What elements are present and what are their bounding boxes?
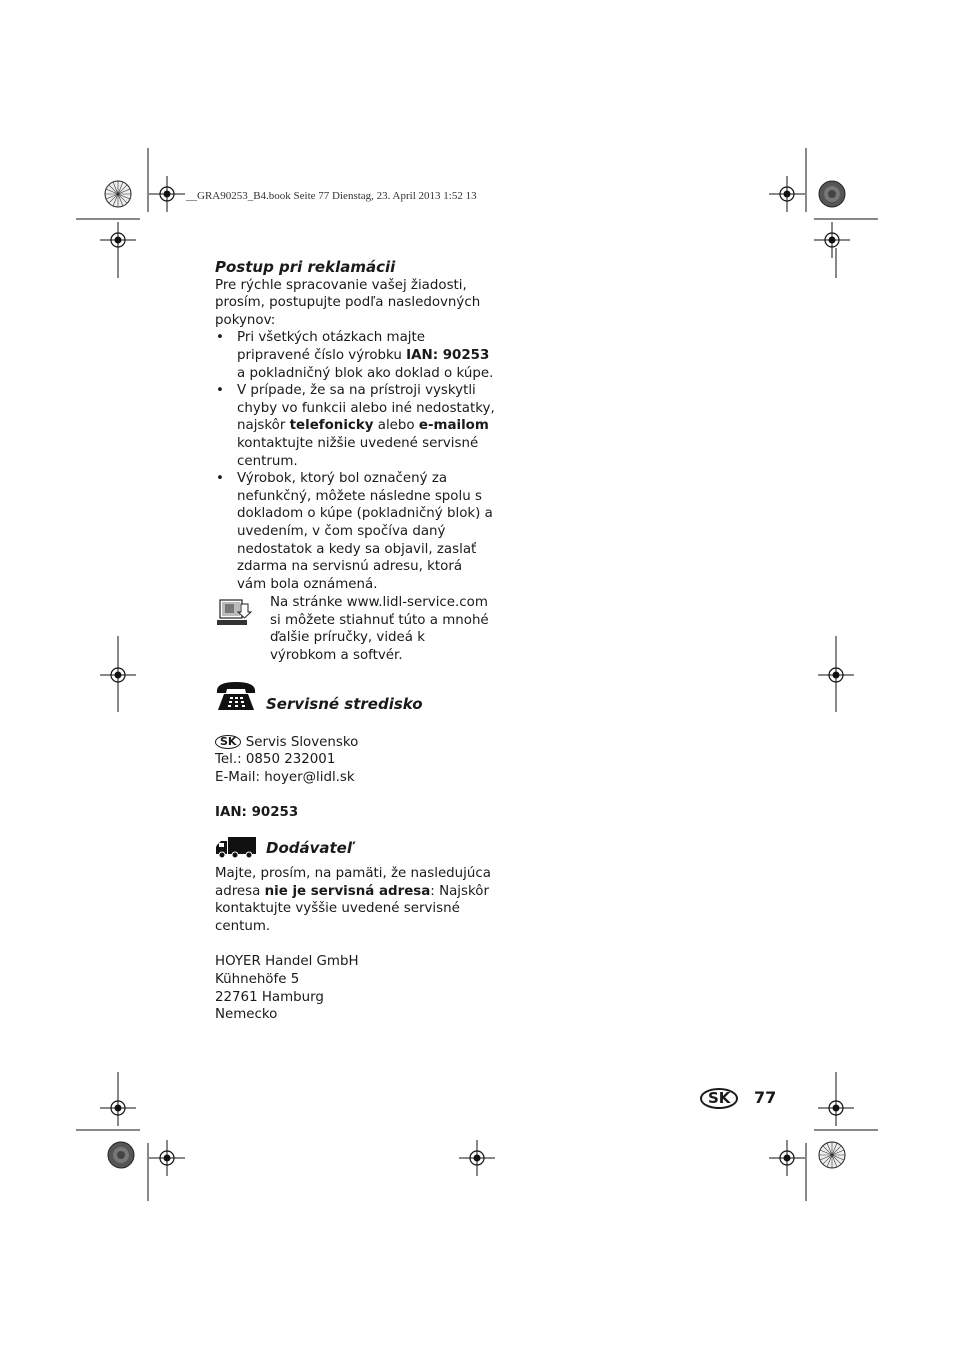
list-item: • V prípade, že sa na prístroji vyskytli chyby vo funkcii alebo iné nedostatky, najskôr telefonicky alebo e-mailom kontaktujte nižšie uvedené servisné centrum. bbox=[215, 382, 495, 470]
computer-download-icon bbox=[217, 598, 253, 628]
service-tel: Tel.: 0850 232001 bbox=[215, 752, 336, 768]
supplier-heading-row bbox=[215, 837, 495, 865]
country-badge: SK bbox=[215, 735, 241, 749]
main-content bbox=[215, 259, 495, 1024]
service-name-line: SK Servis Slovensko bbox=[215, 734, 495, 752]
supplier-company: HOYER Handel GmbH bbox=[215, 954, 359, 970]
list-item: • Pri všetkých otázkach majte pripravené číslo výrobku IAN: 90253 a pokladničný blok ako doklad o kúpe. bbox=[215, 329, 495, 382]
complaints-heading: Postup pri reklamácii bbox=[215, 258, 396, 276]
telephone-icon bbox=[215, 680, 257, 713]
list-item: • Výrobok, ktorý bol označený za nefunkčný, môžete následne spolu s dokladom o kúpe (pokladničný blok) a uvedením, v čom spočíva daný nedostatok a kedy sa objavil, zaslať zdarma na servisnú adresu, ktorá vám bola oznámená. bbox=[215, 470, 495, 593]
web-note: Na stránke www.lidl-service.com si môžete stiahnuť túto a mnohé ďalšie príručky, videá k výrobkom a softvér. bbox=[215, 594, 495, 664]
complaints-list bbox=[215, 329, 495, 593]
footer-language-badge: SK bbox=[700, 1088, 738, 1109]
page-number: 77 bbox=[754, 1088, 777, 1107]
supplier-heading: Dodávateľ bbox=[266, 839, 353, 858]
print-slug: __GRA90253_B4.book Seite 77 Dienstag, 23. April 2013 1:52 13 bbox=[186, 190, 477, 202]
truck-icon bbox=[215, 836, 257, 860]
supplier-country: Nemecko bbox=[215, 1007, 278, 1023]
service-ian: IAN: 90253 bbox=[215, 805, 299, 821]
supplier-note: Majte, prosím, na pamäti, že nasledujúca adresa nie je servisná adresa: Najskôr kontaktujte vyššie uvedené servisné centum. bbox=[215, 866, 491, 934]
service-email: E-Mail: hoyer@lidl.sk bbox=[215, 769, 355, 785]
service-heading: Servisné stredisko bbox=[266, 694, 423, 713]
complaints-intro: Pre rýchle spracovanie vašej žiadosti, prosím, postupujte podľa nasledovných pokynov: bbox=[215, 277, 481, 328]
supplier-street: Kühnehöfe 5 bbox=[215, 972, 300, 987]
supplier-address bbox=[215, 953, 495, 1023]
supplier-city: 22761 Hamburg bbox=[215, 989, 324, 1005]
service-block bbox=[215, 734, 495, 822]
service-heading-row bbox=[215, 680, 495, 716]
